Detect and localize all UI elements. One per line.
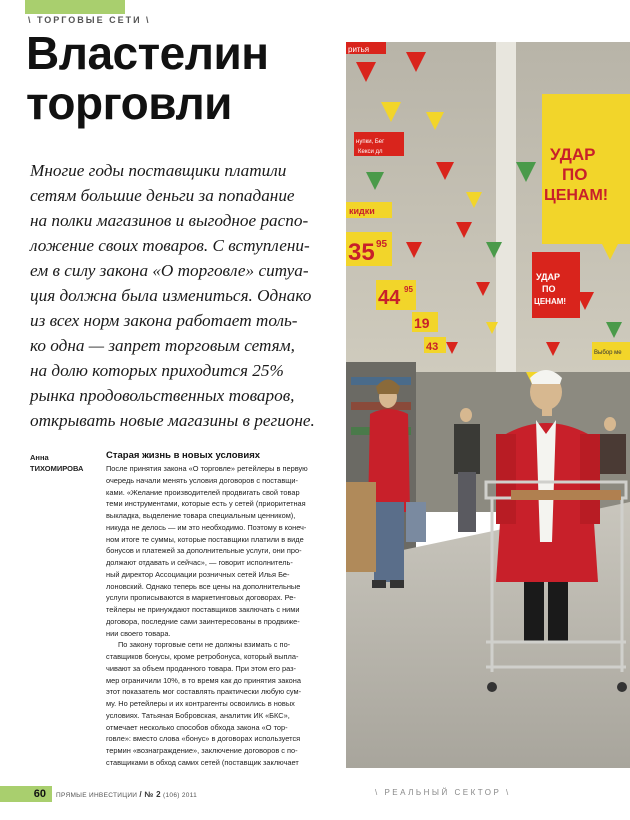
photo-sign-text: ЦЕНАМ!	[534, 297, 567, 306]
body-line: ном итоге те суммы, которые поставщики платили в виде	[106, 534, 304, 544]
photo-sign-text: 19	[414, 315, 430, 331]
lead-line: ложение своих товаров. С вступлени-	[30, 236, 310, 255]
photo-sign-text: ритья	[348, 45, 370, 54]
body-line: должают отдавать и сейчас», — говорит исполнитель-	[106, 558, 293, 567]
lead-line: Многие годы поставщики платили	[30, 161, 287, 180]
photo-sign-text: 35	[348, 239, 375, 266]
body-line: ный директор Ассоциации розничных сетей Илья Бе-	[106, 569, 290, 579]
supermarket-photo-illustration	[346, 42, 630, 768]
author-last-name: ТИХОМИРОВА	[30, 464, 84, 473]
lead-line: сетям большие деньги за попадание	[30, 186, 295, 205]
lead-line: на полки магазинов и выгодное распо-	[30, 211, 309, 230]
body-line: нии своего товара.	[106, 628, 171, 638]
lead-line: на долю которых приходится 25%	[30, 361, 284, 380]
body-line: После принятия закона «О торговле» ретейлеры в первую	[106, 464, 308, 473]
top-accent-band	[25, 0, 125, 14]
body-line: теми инструментами, которые есть у сетей (приоритетная	[106, 499, 306, 509]
body-line: говле»: вместо слова «бонус» в договорах используется	[106, 734, 301, 744]
lead-line: ция должна была измениться. Однако	[30, 286, 312, 305]
body-line: услуги прописываются в маркетинговых договорах. Ре-	[106, 593, 296, 603]
lead-line: ко одна — запрет торговым сетям,	[30, 336, 295, 355]
section-tag: \ ТОРГОВЫЕ СЕТИ \	[28, 15, 151, 25]
issue-number: / № 2	[139, 790, 161, 799]
lead-line: открывать новые магазины в регионе.	[30, 411, 315, 430]
footer-section-tag: \ РЕАЛЬНЫЙ СЕКТОР \	[375, 788, 511, 797]
body-line: лоновский. Однако теперь все цены на дополнительные	[106, 581, 301, 591]
body-line: условиях. Татьяная Бобровская, аналитик ИК «БКС»,	[106, 710, 290, 720]
lead-line: ем в силу закона «О торговле» ситуа-	[30, 261, 309, 280]
body-line: По закону торговые сети не должны взимать с по-	[118, 640, 291, 650]
body-line: термин «вознаграждение», заключение договоров с по-	[106, 746, 298, 755]
body-line: ками. «Желание производителей продвигать свой товар	[106, 487, 300, 497]
body-line: му. Но ретейлеры и их контрагенты освоились в новых	[106, 699, 295, 708]
body-line: очередь начали менять условия договоров с поставщи-	[106, 475, 298, 485]
photo-sign-text: Кекси дл	[358, 149, 383, 155]
lead-line: из всех норм закона работает толь-	[30, 311, 298, 330]
lead-line: рынка продовольственных товаров,	[30, 386, 295, 405]
body-line: бонусов и платежей за дополнительные услуги, они про-	[106, 546, 302, 556]
issue-detail: (106) 2011	[163, 792, 198, 799]
author-byline	[30, 452, 110, 474]
body-line: тейлеры не принуждают поставщиков заключать с ними	[106, 605, 300, 614]
body-line: никуда не делось — им это необходимо. Поэтому в конеч-	[106, 522, 307, 532]
magazine-title	[56, 790, 197, 799]
article-body	[106, 450, 346, 769]
supermarket-photo	[346, 42, 630, 768]
photo-sign-text: 43	[426, 341, 439, 353]
photo-sign-text: 95	[376, 239, 388, 250]
photo-sign-text: УДАР	[536, 272, 561, 282]
lead-paragraph	[30, 158, 342, 433]
body-line: отмечает несколько способов обхода закона «О тор-	[106, 722, 288, 732]
body-line: ставщиков бонусы, кроме ретробонуса, который выпла-	[106, 652, 299, 661]
photo-sign-text: 44	[378, 287, 401, 309]
photo-sign-text: УДАР	[550, 145, 596, 164]
body-line: чивают за объем проданного товара. При этом его раз-	[106, 663, 296, 673]
photo-sign-text: ЦЕНАМ!	[544, 187, 609, 204]
page-title	[26, 28, 336, 128]
photo-sign-text: ПО	[542, 284, 556, 294]
photo-sign-text: Выбор ме	[594, 350, 622, 356]
body-line: этот показатель мог составлять практически любую сум-	[106, 687, 302, 697]
author-first-name: Анна	[30, 453, 49, 462]
article-subhead: Старая жизнь в новых условиях	[106, 450, 261, 461]
photo-sign-text: ПО	[562, 165, 588, 184]
photo-sign-text: 95	[404, 285, 413, 294]
photo-sign-text: кидки	[349, 206, 375, 216]
magazine-name: ПРЯМЫЕ ИНВЕСТИЦИИ	[56, 792, 138, 799]
body-line: договора, последние сами заинтересованы в продвиже-	[106, 616, 300, 626]
title-line: Властелин	[26, 27, 269, 79]
body-line: мер ограничили 10%, в то время как до принятия закона	[106, 675, 301, 685]
photo-sign-text: нупки, Бег	[356, 139, 385, 145]
body-line: выкладка, выделение товара специальным ценником),	[106, 511, 296, 520]
page-number: 60	[0, 786, 52, 802]
body-line: ставщиками в обход самих сетей (поставщик заключает	[106, 757, 299, 767]
title-line: торговли	[26, 77, 232, 129]
